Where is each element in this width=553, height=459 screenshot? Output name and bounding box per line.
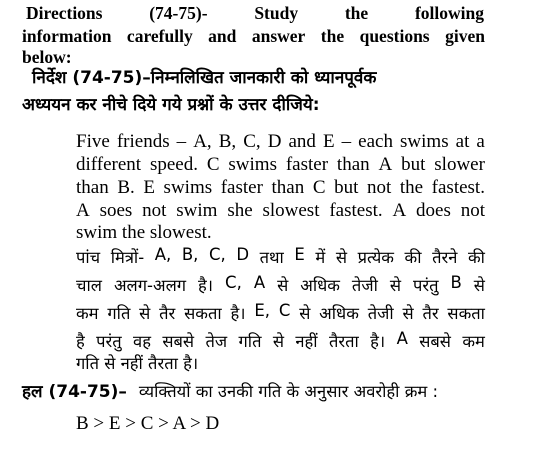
info-word: A bbox=[378, 154, 393, 175]
hindi-info-word: कम bbox=[76, 304, 99, 323]
solution-text: व्यक्तियों का उनकी गति के अनुसार अवरोही क्रम : bbox=[138, 382, 439, 401]
hindi-info-word: तैरने bbox=[432, 248, 458, 267]
hindi-info-word: अधिक bbox=[319, 304, 359, 323]
info-word: than bbox=[76, 177, 109, 198]
info-word: C bbox=[206, 154, 220, 175]
hindi-info-word: A, bbox=[154, 245, 172, 264]
hindi-info-word: वह bbox=[133, 332, 151, 351]
directions-word: information bbox=[22, 26, 112, 46]
hindi-info-word: से bbox=[139, 304, 151, 323]
hindi-info-word: सबसे bbox=[419, 332, 451, 351]
info-line-5: swim the slowest. bbox=[76, 222, 212, 243]
hindi-info-word: तैरता bbox=[328, 332, 359, 351]
info-word: B. bbox=[117, 177, 135, 198]
info-word: faster bbox=[285, 154, 329, 175]
hindi-info-word: है। bbox=[370, 332, 386, 351]
hindi-info-word: तैर bbox=[422, 304, 439, 323]
hindi-info-word: तथा bbox=[259, 248, 284, 267]
hindi-info-word: E, bbox=[254, 301, 270, 320]
info-word: than bbox=[336, 154, 370, 175]
info-word: E bbox=[322, 131, 335, 152]
info-line-3 bbox=[76, 177, 485, 199]
info-word: slower bbox=[434, 154, 485, 175]
directions-line-2 bbox=[22, 26, 485, 47]
hindi-info-word: अलग-अलग bbox=[113, 276, 187, 295]
hindi-info-word: मित्रों- bbox=[110, 248, 145, 267]
info-word: does bbox=[416, 200, 451, 221]
info-line-1 bbox=[76, 131, 485, 153]
hindi-info-word: है। bbox=[230, 304, 246, 323]
hindi-info-word: से bbox=[299, 304, 311, 323]
hindi-info-line-1 bbox=[76, 245, 485, 268]
hindi-info-word: चाल bbox=[76, 276, 102, 295]
hindi-info-word: से bbox=[473, 276, 485, 295]
hindi-info-word: C, bbox=[208, 245, 226, 264]
hindi-info-line-4 bbox=[76, 329, 485, 352]
info-word: swims bbox=[163, 177, 213, 198]
info-word: not bbox=[366, 177, 392, 198]
hindi-info-word: से bbox=[335, 248, 347, 267]
hindi-info-word: अधिक bbox=[300, 276, 340, 295]
info-word: A bbox=[392, 200, 407, 221]
hindi-info-word: पांच bbox=[76, 248, 101, 267]
info-word: A bbox=[76, 200, 90, 221]
directions-word: questions bbox=[359, 26, 430, 46]
hindi-info-line-3 bbox=[76, 301, 485, 324]
hindi-info-word: से bbox=[402, 304, 414, 323]
info-word: each bbox=[358, 131, 393, 152]
hindi-directions-line-2: अध्ययन कर नीचे दिये गये प्रश्नों के उत्तर दीजिये: bbox=[22, 95, 320, 115]
solution-order: B > E > C > A > D bbox=[76, 413, 220, 434]
info-word: but bbox=[334, 177, 359, 198]
hindi-info-word: की bbox=[467, 248, 485, 267]
hindi-info-word: में bbox=[315, 248, 326, 267]
directions-word: given bbox=[445, 26, 485, 46]
info-line-2 bbox=[76, 154, 485, 176]
hindi-info-word: C, bbox=[225, 273, 242, 292]
hindi-info-word: D bbox=[236, 245, 250, 264]
info-word: different bbox=[76, 154, 142, 175]
hindi-info-word: गति bbox=[238, 332, 262, 351]
hindi-info-word: परंतु bbox=[412, 276, 439, 295]
info-word: a bbox=[476, 131, 485, 152]
hindi-info-word: B bbox=[450, 273, 462, 292]
directions-word: following bbox=[414, 3, 484, 23]
directions-word: (74-75)- bbox=[149, 3, 208, 23]
info-word: – bbox=[176, 131, 187, 152]
info-line-4 bbox=[76, 200, 485, 222]
directions-word: carefully bbox=[126, 26, 193, 46]
info-word: B, bbox=[218, 131, 237, 152]
info-word: fastest. bbox=[431, 177, 485, 198]
info-word: E bbox=[143, 177, 155, 198]
hindi-info-word: नहीं bbox=[295, 332, 318, 351]
hindi-info-word: गति bbox=[107, 304, 131, 323]
hindi-info-word: है bbox=[76, 332, 85, 351]
directions-line-1 bbox=[26, 3, 484, 24]
info-word: faster bbox=[220, 177, 263, 198]
info-word: Five bbox=[76, 131, 110, 152]
hindi-info-word: A bbox=[253, 273, 266, 292]
info-word: than bbox=[271, 177, 305, 198]
hindi-info-line-5: गति से नहीं तैरता है। bbox=[76, 354, 199, 373]
hindi-info-word: A bbox=[396, 329, 408, 348]
hindi-info-word: परंतु bbox=[96, 332, 122, 351]
info-word: A, bbox=[193, 131, 212, 152]
solution-line bbox=[22, 384, 438, 401]
info-word: slowest bbox=[262, 200, 320, 221]
hindi-info-word: तेजी bbox=[351, 276, 378, 295]
directions-word: Directions bbox=[26, 3, 103, 23]
hindi-info-word: कम bbox=[462, 332, 485, 351]
info-word: swim bbox=[176, 200, 218, 221]
hindi-info-word: B, bbox=[181, 245, 199, 264]
hindi-info-word: सकता bbox=[184, 304, 222, 323]
hindi-info-word: सकता bbox=[447, 304, 485, 323]
directions-word: Study bbox=[254, 3, 299, 23]
hindi-info-word: प्रत्येक bbox=[357, 248, 394, 267]
info-word: the bbox=[399, 177, 424, 198]
info-word: swims bbox=[228, 154, 277, 175]
hindi-info-word: से bbox=[389, 276, 401, 295]
info-word: speed. bbox=[149, 154, 198, 175]
info-word: soes bbox=[99, 200, 133, 221]
hindi-info-word: की bbox=[404, 248, 422, 267]
hindi-info-word: तेज bbox=[205, 332, 228, 351]
hindi-info-word: तेजी bbox=[367, 304, 394, 323]
hindi-info-word: से bbox=[272, 332, 284, 351]
hindi-info-line-2 bbox=[76, 273, 485, 296]
info-word: C, bbox=[243, 131, 261, 152]
hindi-directions-line-1: निर्देश (74-75)–निम्नलिखित जानकारी को ध्यानपूर्वक bbox=[32, 68, 377, 88]
info-word: and bbox=[288, 131, 316, 152]
hindi-info-word: सबसे bbox=[162, 332, 195, 351]
solution-label: हल (74-75)– bbox=[22, 382, 127, 402]
directions-line-3: below: bbox=[22, 47, 72, 67]
hindi-info-word: है। bbox=[198, 276, 214, 295]
hindi-info-word: E bbox=[294, 245, 305, 264]
directions-word: the bbox=[344, 3, 369, 23]
info-word: – bbox=[341, 131, 352, 152]
info-word: swims bbox=[400, 131, 449, 152]
directions-word: answer bbox=[251, 26, 306, 46]
info-word: she bbox=[227, 200, 253, 221]
directions-word: and bbox=[208, 26, 237, 46]
info-word: D bbox=[267, 131, 282, 152]
info-word: C bbox=[312, 177, 326, 198]
directions-word: the bbox=[320, 26, 345, 46]
info-word: not bbox=[142, 200, 167, 221]
hindi-info-word: तैर bbox=[159, 304, 176, 323]
hindi-info-word: से bbox=[277, 276, 289, 295]
info-word: at bbox=[455, 131, 470, 152]
info-word: but bbox=[401, 154, 426, 175]
hindi-info-word: C bbox=[278, 301, 291, 320]
info-word: friends bbox=[116, 131, 170, 152]
info-word: not bbox=[460, 200, 485, 221]
info-word: fastest. bbox=[329, 200, 383, 221]
